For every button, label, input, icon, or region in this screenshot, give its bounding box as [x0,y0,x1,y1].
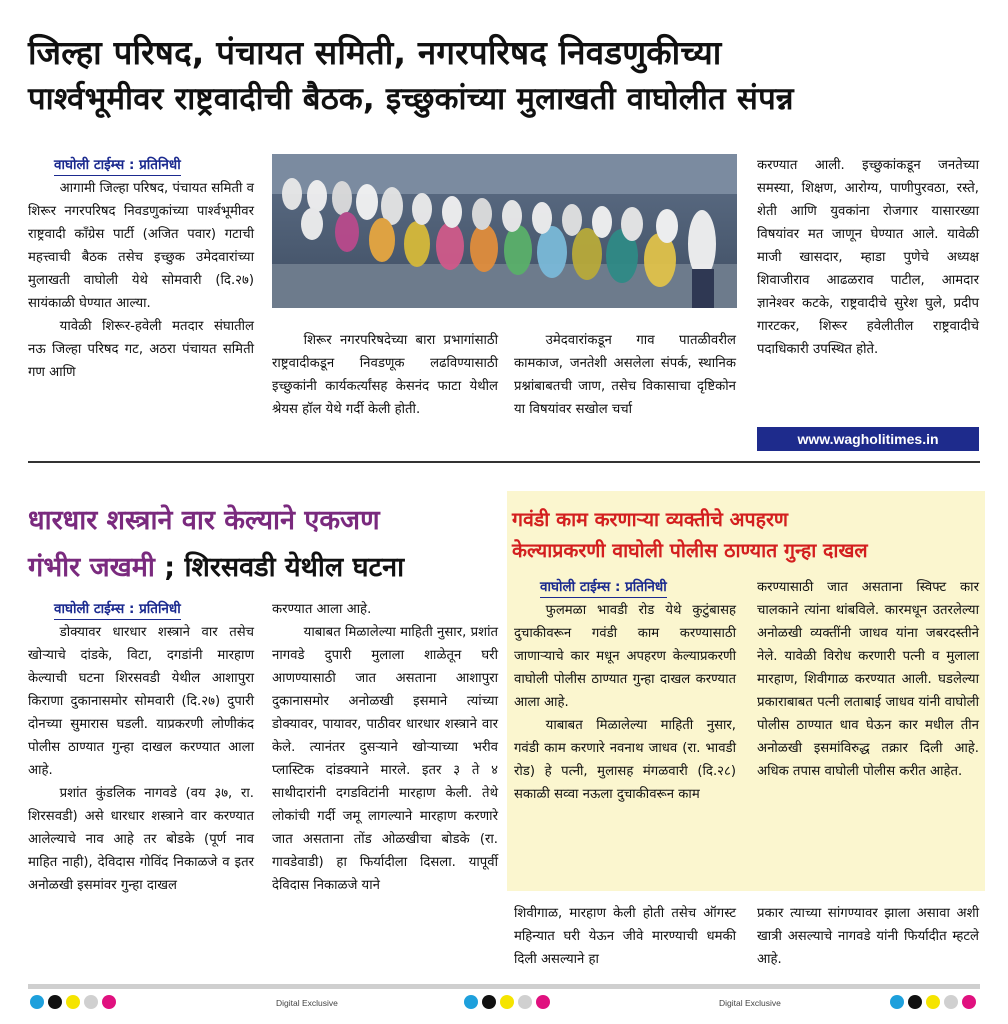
article2-byline: वाघोली टाईम्स : प्रतिनिधी [54,599,181,620]
article2-col2-p1: याबाबत मिळालेल्या माहिती नुसार, प्रशांत नागवडे दुपारी मुलाला शाळेतून घरी आणण्यासाठी जात असताना आशापुरा दुकानासमोर अनोळखी इसमाने त्यांच्या डोक्यावर, पायावर, पाठीवर धारधार शस्त्राने वार केले. त्यानंतर दुसऱ्याने खोऱ्याच्या भरीव प्लास्टिक दांडक्याने मारले. इतर ३ ते ४ साथीदारांनी दगडविटांनी मारहाण केली. तेथे लोकांची गर्दी जमू लागल्याने मारहाण करणारे जात असताना तोंड ओळखीचा बोडके (रा. गावडेवाडी) हा फिर्यादीला दिसला. यापूर्वी देविदास निकाळजे याने [272,625,498,893]
section-divider [28,461,980,463]
meeting-photo [272,154,737,308]
meeting-photo-image [272,154,737,308]
footer-label-left: Digital Exclusive [276,998,338,1008]
article2-col3-p1: शिवीगाळ, मारहाण केली होती तसेच ऑगस्ट महिन्यात घरी येऊन जीवे मारण्याची धमकी दिली असल्याने हा [514,906,736,967]
article3-headline-line1: गवंडी काम करणाऱ्या व्यक्तीचे अपहरण [512,508,789,531]
yellow-dot [500,995,514,1009]
magenta-dot [102,995,116,1009]
article2-headline-line1: धारधार शस्त्राने वार केल्याने एकजण [28,505,380,536]
article3-headline [512,504,982,566]
article1-headline [28,30,988,122]
article2-headline-line2b: ; शिरसवडी येथील घटना [154,552,405,583]
gray-dot [84,995,98,1009]
black-dot [482,995,496,1009]
article1-byline: वाघोली टाईम्स : प्रतिनिधी [54,155,181,176]
article1-col3-p1: उमेदवारांकडून गाव पातळीवरील कामकाज, जनतेशी असलेला संपर्क, स्थानिक प्रश्नांबाबतची जाण, तसेच विकासाचा दृष्टिकोन या विषयांवर सखोल चर्चा [514,333,736,417]
article2-col1-p1: डोक्यावर धारधार शस्त्राने वार तसेच खोऱ्याचे दांडके, विटा, दगडांनी मारहाण केल्याची घटना शिरसवडी येथील आशापुरा किराणा दुकानासमोर सोमवारी (दि.२७) दुपारी दोनच्या सुमारास घडली. याप्रकरणी लोणीकंद पोलीस ठाण्यात गुन्हा दाखल करण्यात आला आहे. [28,625,254,778]
black-dot [48,995,62,1009]
article3-col2 [757,576,979,783]
footer-label-right: Digital Exclusive [719,998,781,1008]
article1-col3 [514,329,736,421]
cyan-dot [30,995,44,1009]
magenta-dot [962,995,976,1009]
article2-headline-line2 [28,544,498,591]
article2-headline [28,497,498,591]
article3-col1 [514,576,736,806]
yellow-dot [66,995,80,1009]
article3-col1-p1: फुलमळा भावडी रोड येथे कुटुंबासह दुचाकीवरून गवंडी काम करण्यासाठी जाणाऱ्याचे कार मधून अपहरण केल्याप्रकरणी वाघोली पोलीस ठाण्यात गुन्हा दाखल करण्यात आला आहे. [514,603,736,710]
article2-col3 [514,902,736,971]
article3-byline: वाघोली टाईम्स : प्रतिनिधी [540,577,667,598]
black-dot [908,995,922,1009]
article2-col2 [272,598,498,897]
color-registration-marks-right [890,995,976,1009]
article2-col4 [757,902,979,971]
yellow-dot [926,995,940,1009]
color-registration-marks-center [464,995,550,1009]
article3-headline-line2: केल्याप्रकरणी वाघोली पोलीस ठाण्यात गुन्हा दाखल [512,539,868,562]
article1-headline-line1: जिल्हा परिषद, पंचायत समिती, नगरपरिषद निवडणुकीच्या [28,33,722,72]
article1-col4-p1: करण्यात आली. इच्छुकांकडून जनतेच्या समस्या, शिक्षण, आरोग्य, पाणीपुरवठा, रस्ते, शेती आणि युवकांना रोजगार यासारख्या विषयांवर मत जाणून घेण्यात आले. यावेळी माजी खासदार, म्हाडा पुणेचे अध्यक्ष शिवाजीराव आढळराव पाटील, आमदार ज्ञानेश्वर कटके, राष्ट्रवादीचे सुरेश घुले, प्रदीप गारटकर, शिरूर हवेलीतील राष्ट्रवादीचे पदाधिकारी उपस्थित होते. [757,158,979,357]
article1-col1-p1: आगामी जिल्हा परिषद, पंचायत समिती व शिरूर नगरपरिषद निवडणुकांच्या पार्श्वभूमीवर राष्ट्रवादी काँग्रेस पार्टी (अजित पवार) गटाची महत्त्वाची बैठक तसेच इच्छुक उमेदवारांच्या मुलाखती वाघोली येथे सोमवारी (दि.२७) सायंकाळी घेण्यात आल्या. [28,181,254,311]
article1-col1-p2: यावेळी शिरूर-हवेली मतदार संघातील नऊ जिल्हा परिषद गट, अठरा पंचायत समिती गण आणि [28,319,254,380]
article3-col1-p2: याबाबत मिळालेल्या माहिती नुसार, गवंडी काम करणारे नवनाथ जाधव (रा. भावडी रोड) हे पत्नी, मुलासह मंगळवारी (दि.२८) सकाळी सव्वा नऊला दुचाकीवरून काम [514,718,736,802]
cyan-dot [890,995,904,1009]
article2-col1-p2: प्रशांत कुंडलिक नागवडे (वय ३७, रा. शिरसवडी) असे धारधार शस्त्राने वार करण्यात आलेल्याचे नाव आहे तर बोडके (पूर्ण नाव माहित नाही), देविदास गोविंद निकाळजे व इतर अनोळखी इसमांवर गुन्हा दाखल [28,786,254,893]
color-registration-marks-left [30,995,116,1009]
magenta-dot [536,995,550,1009]
article2-col1 [28,598,254,897]
article1-col2-p1: शिरूर नगरपरिषदेच्या बारा प्रभागांसाठी राष्ट्रवादीकडून निवडणूक लढविण्यासाठी इच्छुकांनी कार्यकर्त्यांसह केसनंद फाटा येथील श्रेयस हॉल येथे गर्दी केली होती. [272,333,498,417]
article3-col2-p1: करण्यासाठी जात असताना स्विफ्ट कार चालकाने त्यांना थांबविले. कारमधून उतरलेल्या अनोळखी व्यक्तींनी जाधव यांना जबरदस्तीने नेले. यावेळी विरोध करणारी पत्नी व मुलाला मारहाण, शिवीगाळ करण्यात आली. घडलेल्या प्रकाराबाबत पत्नी लताबाई जाधव यांनी वाघोली पोलीस ठाण्यात धाव घेऊन कार मधील तीन अनोळखी इसमांविरुद्ध तक्रार दिली आहे. अधिक तपास वाघोली पोलीस करीत आहेत. [757,580,979,779]
article2-col4-p1: प्रकार त्याच्या सांगण्यावर झाला असावा अशी खात्री असल्याचे नागवडे यांनी फिर्यादीत म्हटले आहे. [757,906,979,967]
article1-headline-line2: पार्श्वभूमीवर राष्ट्रवादीची बैठक, इच्छुकांच्या मुलाखती वाघोलीत संपन्न [28,81,794,117]
footer-rule [28,984,980,989]
gray-dot [518,995,532,1009]
article1-col1 [28,154,254,384]
cyan-dot [464,995,478,1009]
website-url[interactable]: www.wagholitimes.in [757,427,979,451]
article1-col2 [272,329,498,421]
article2-col2-p0: करण्यात आला आहे. [272,602,372,617]
article1-col4 [757,154,979,361]
article2-headline-line2a: गंभीर जखमी [28,552,155,583]
gray-dot [944,995,958,1009]
